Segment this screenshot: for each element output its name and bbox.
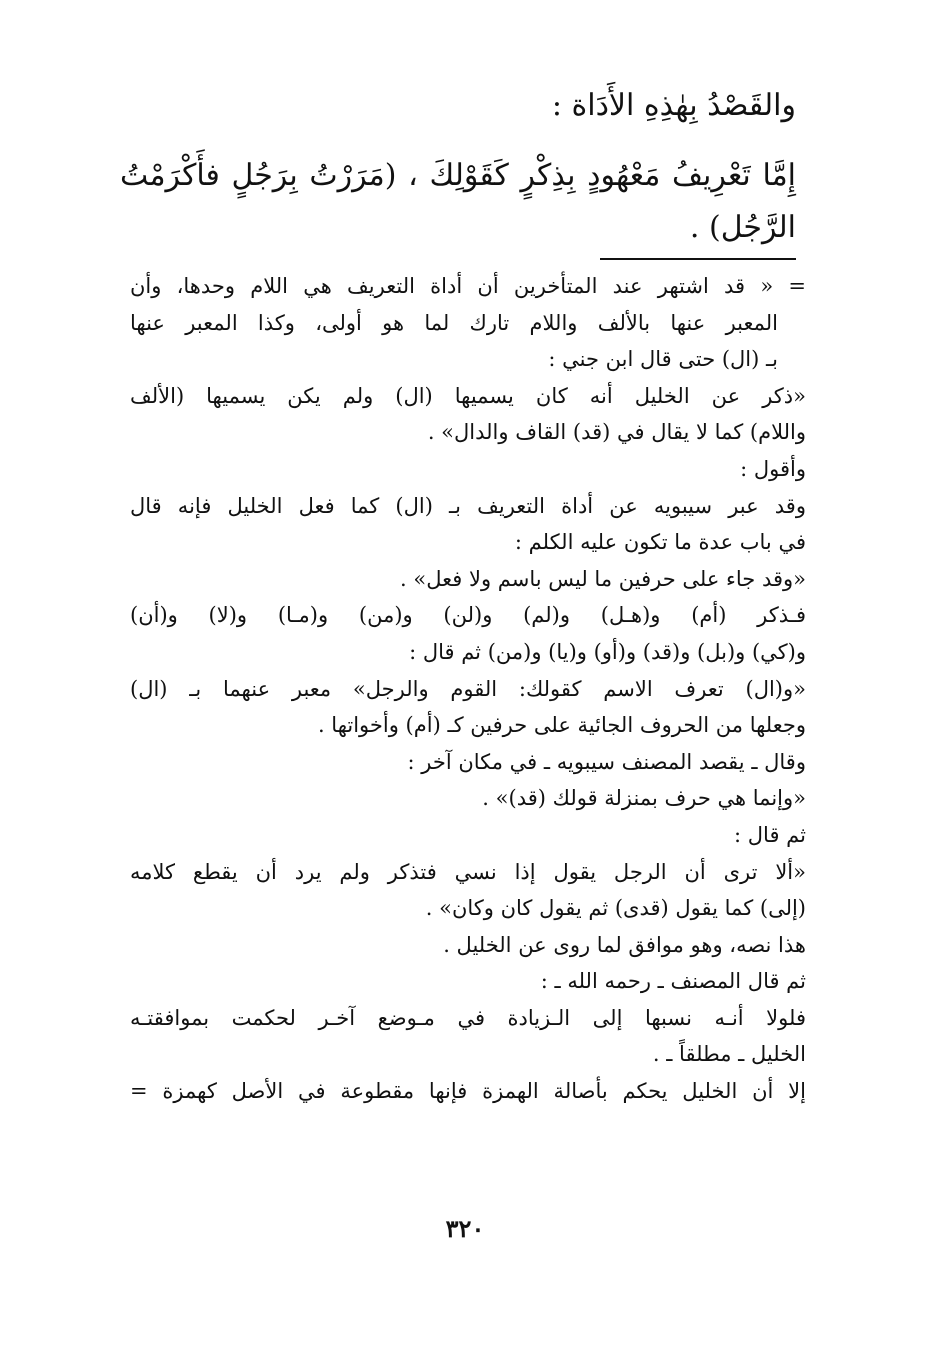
main-text-line-2: إِمَّا تَعْرِيفُ مَعْهُودٍ بِذِكْرٍ كَقَوْلِكَ ، (مَرَرْتُ بِرَجُلٍ فأَكْرَمْتُ xyxy=(120,158,796,193)
footnote-line: «ألا ترى أن الرجل يقول إذا نسي فتذكر ولم يرد أن يقطع كلامه xyxy=(130,859,806,884)
footnote-line: إلا أن الخليل يحكم بأصالة الهمزة فإنها مقطوعة في الأصل كهمزة = xyxy=(130,1079,806,1104)
footnote-line: و(كي) و(بل) و(قد) و(أو) و(يا) و(من) ثم قال : xyxy=(409,639,806,664)
footnote-line: وأقول : xyxy=(740,456,806,481)
footnote-line: في باب عدة ما تكون عليه الكلم : xyxy=(514,530,806,555)
footnote-block xyxy=(130,268,806,1110)
footnote-line: «وقد جاء على حرفين ما ليس باسم ولا فعل» . xyxy=(400,566,806,591)
page-number: ٣٢٠ xyxy=(445,1214,485,1243)
footnote-line: واللام) كما لا يقال في (قد) القاف والدال» . xyxy=(427,420,806,445)
footnote-line: فـذكر (أم) و(هـل) و(لم) و(لن) و(من) و(مـا) و(لا) و(أن) xyxy=(130,603,806,628)
footnote-line: فلولا أنـه نسبها إلى الـزيادة في مـوضع آخـر لحكمت بموافقتـه xyxy=(130,1005,806,1030)
footnote-line: المعبر عنها بالألف واللام تارك لما هو أولى، وكذا المعبر عنها xyxy=(130,310,778,335)
footnote-line: «و(ال) تعرف الاسم كقولك: القوم والرجل» معبر عنهما بـ (ال) xyxy=(130,676,806,701)
footnote-line: ثم قال : xyxy=(734,822,806,847)
footnote-line: (إلى) كما يقول (قدى) ثم يقول كان وكان» . xyxy=(425,896,806,921)
footnote-line: وجعلها من الحروف الجائية على حرفين كـ (أم) وأخواتها . xyxy=(317,713,806,738)
footnote-line: = « قد اشتهر عند المتأخرين أن أداة التعريف هي اللام وحدها، وأن xyxy=(130,274,806,298)
footnote-line: وقال ـ يقصد المصنف سيبويه ـ في مكان آخر : xyxy=(407,749,806,774)
footnote-line: «ذكر عن الخليل أنه كان يسميها (ال) ولم يكن يسميها (الألف xyxy=(130,383,806,408)
footnote-line: بـ (ال) حتى قال ابن جني : xyxy=(548,347,778,372)
footnote-line: «وإنما هي حرف بمنزلة قولك (قد)» . xyxy=(482,786,806,811)
footnote-divider xyxy=(600,258,796,260)
footnote-line: ثم قال المصنف ـ رحمه الله ـ : xyxy=(540,969,806,994)
footnote-line: وقد عبر سيبويه عن أداة التعريف بـ (ال) كما فعل الخليل فإنه قال xyxy=(130,493,806,518)
footnote-line: الخليل ـ مطلقاً ـ . xyxy=(652,1042,806,1067)
main-text-line-1: والقَصْدُ بِهٰذِهِ الأَدَاة : xyxy=(551,88,796,123)
main-text-line-3: الرَّجُل) . xyxy=(689,210,796,245)
footnote-line: هذا نصه، وهو موافق لما روى عن الخليل . xyxy=(443,932,806,957)
